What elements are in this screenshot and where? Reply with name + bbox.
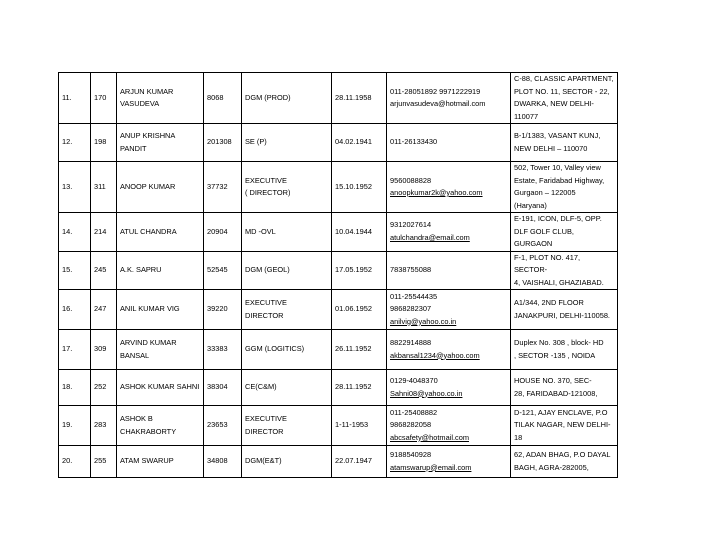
staff-number-cell: 201308 <box>204 124 242 162</box>
contact-cell <box>387 251 511 290</box>
contact-cell <box>387 330 511 370</box>
staff-number-cell: 20904 <box>204 213 242 252</box>
member-number-cell: 309 <box>91 330 117 370</box>
phone-numbers: 011-26133430 <box>390 137 438 147</box>
email-link[interactable]: atulchandra@email.com <box>390 232 470 242</box>
date-of-birth-cell: 26.11.1952 <box>332 330 387 370</box>
serial-number-cell: 15. <box>59 251 91 290</box>
staff-number-cell: 34808 <box>204 446 242 478</box>
date-of-birth-cell: 10.04.1944 <box>332 213 387 252</box>
staff-number-cell: 39220 <box>204 290 242 330</box>
staff-number-cell: 33383 <box>204 330 242 370</box>
date-of-birth-cell: 1-11-1953 <box>332 406 387 446</box>
address-cell: 62, ADAN BHAG, P.O DAYAL BAGH, AGRA-282005, <box>511 446 618 478</box>
contact-cell <box>387 446 511 478</box>
serial-number-cell: 16. <box>59 290 91 330</box>
serial-number-cell: 17. <box>59 330 91 370</box>
member-name-cell: ATUL CHANDRA <box>117 213 204 252</box>
contact-cell <box>387 213 511 252</box>
designation-cell: SE (P) <box>242 124 332 162</box>
table-row <box>59 290 618 330</box>
address-cell: A1/344, 2ND FLOOR JANAKPURI, DELHI-110058. <box>511 290 618 330</box>
staff-number-cell: 8068 <box>204 73 242 124</box>
staff-number-cell: 38304 <box>204 370 242 406</box>
member-number-cell: 198 <box>91 124 117 162</box>
member-name-cell: ASHOK B CHAKRABORTY <box>117 406 204 446</box>
staff-number-cell: 52545 <box>204 251 242 290</box>
date-of-birth-cell: 28.11.1952 <box>332 370 387 406</box>
contact-cell <box>387 124 511 162</box>
phone-numbers: 9560088828 <box>390 175 432 185</box>
date-of-birth-cell: 28.11.1958 <box>332 73 387 124</box>
designation-cell: DGM (GEOL) <box>242 251 332 290</box>
members-table <box>58 72 618 478</box>
email-link: arjunvasudeva@hotmail.com <box>390 99 486 108</box>
designation-cell: EXECUTIVE DIRECTOR <box>242 406 332 446</box>
staff-number-cell: 23653 <box>204 406 242 446</box>
designation-cell: DGM (PROD) <box>242 73 332 124</box>
serial-number-cell: 12. <box>59 124 91 162</box>
contact-cell <box>387 406 511 446</box>
address-cell: D-121, AJAY ENCLAVE, P.O TILAK NAGAR, NEW DELHI- 18 <box>511 406 618 446</box>
phone-numbers: 9188540928 <box>390 450 432 459</box>
serial-number-cell: 19. <box>59 406 91 446</box>
date-of-birth-cell: 15.10.1952 <box>332 162 387 213</box>
table-row <box>59 124 618 162</box>
member-name-cell: ASHOK KUMAR SAHNI <box>117 370 204 406</box>
address-cell: F-1, PLOT NO. 417, SECTOR- 4, VAISHALI, GHAZIABAD. <box>511 251 618 290</box>
staff-number-cell: 37732 <box>204 162 242 213</box>
date-of-birth-cell: 01.06.1952 <box>332 290 387 330</box>
phone-numbers: 9312027614 <box>390 220 432 230</box>
address-cell: E-191, ICON, DLF-5, OPP. DLF GOLF CLUB, GURGAON <box>511 213 618 252</box>
phone-numbers: 8822914888 <box>390 338 432 347</box>
phone-numbers: 011-25408882 9868282058 <box>390 407 438 430</box>
address-cell: 502, Tower 10, Valley view Estate, Faridabad Highway, Gurgaon – 122005 (Haryana) <box>511 162 618 213</box>
member-number-cell: 170 <box>91 73 117 124</box>
serial-number-cell: 14. <box>59 213 91 252</box>
designation-cell: CE(C&M) <box>242 370 332 406</box>
phone-numbers: 7838755088 <box>390 265 432 274</box>
address-cell: C-88, CLASSIC APARTMENT, PLOT NO. 11, SECTOR - 22, DWARKA, NEW DELHI- 110077 <box>511 73 618 124</box>
member-name-cell: ANUP KRISHNA PANDIT <box>117 124 204 162</box>
phone-numbers: 0129-4048370 <box>390 376 438 385</box>
member-number-cell: 283 <box>91 406 117 446</box>
designation-cell: MD -OVL <box>242 213 332 252</box>
email-link[interactable]: atamswarup@email.com <box>390 462 472 472</box>
member-number-cell: 255 <box>91 446 117 478</box>
email-link[interactable]: anoopkumar2k@yahoo.com <box>390 188 483 197</box>
member-name-cell: ANIL KUMAR VIG <box>117 290 204 330</box>
table-row <box>59 251 618 290</box>
table-row <box>59 406 618 446</box>
email-link[interactable]: abcsafety@hotmail.com <box>390 432 469 442</box>
email-link[interactable]: Sahni08@yahoo.co.in <box>390 388 463 398</box>
date-of-birth-cell: 04.02.1941 <box>332 124 387 162</box>
table-row <box>59 213 618 252</box>
designation-cell: DGM(E&T) <box>242 446 332 478</box>
member-number-cell: 245 <box>91 251 117 290</box>
member-name-cell: ANOOP KUMAR <box>117 162 204 213</box>
designation-cell: GGM (LOGITICS) <box>242 330 332 370</box>
table-row <box>59 162 618 213</box>
email-link[interactable]: akbansal1234@yahoo.com <box>390 350 480 360</box>
serial-number-cell: 18. <box>59 370 91 406</box>
address-cell: HOUSE NO. 370, SEC- 28, FARIDABAD-121008, <box>511 370 618 406</box>
designation-cell: EXECUTIVE ( DIRECTOR) <box>242 162 332 213</box>
member-name-cell: ARVIND KUMAR BANSAL <box>117 330 204 370</box>
date-of-birth-cell: 22.07.1947 <box>332 446 387 478</box>
member-name-cell: ATAM SWARUP <box>117 446 204 478</box>
date-of-birth-cell: 17.05.1952 <box>332 251 387 290</box>
members-table-body <box>59 73 618 478</box>
table-row <box>59 446 618 478</box>
member-name-cell: A.K. SAPRU <box>117 251 204 290</box>
table-row <box>59 370 618 406</box>
member-number-cell: 214 <box>91 213 117 252</box>
serial-number-cell: 11. <box>59 73 91 124</box>
serial-number-cell: 13. <box>59 162 91 213</box>
member-name-cell: ARJUN KUMAR VASUDEVA <box>117 73 204 124</box>
member-number-cell: 311 <box>91 162 117 213</box>
phone-numbers: 011-28051892 9971222919 <box>390 86 481 96</box>
serial-number-cell: 20. <box>59 446 91 478</box>
phone-numbers: 011-25544435 9868282307 <box>390 291 438 314</box>
contact-cell <box>387 290 511 330</box>
contact-cell <box>387 162 511 213</box>
email-link[interactable]: anilvig@yahoo.co.in <box>390 316 457 326</box>
designation-cell: EXECUTIVE DIRECTOR <box>242 290 332 330</box>
contact-cell <box>387 73 511 124</box>
contact-cell <box>387 370 511 406</box>
address-cell: B-1/1383, VASANT KUNJ, NEW DELHI – 110070 <box>511 124 618 162</box>
address-cell: Duplex No. 308 , block- HD , SECTOR -135 , NOIDA <box>511 330 618 370</box>
table-row <box>59 73 618 124</box>
member-number-cell: 252 <box>91 370 117 406</box>
member-number-cell: 247 <box>91 290 117 330</box>
table-row <box>59 330 618 370</box>
